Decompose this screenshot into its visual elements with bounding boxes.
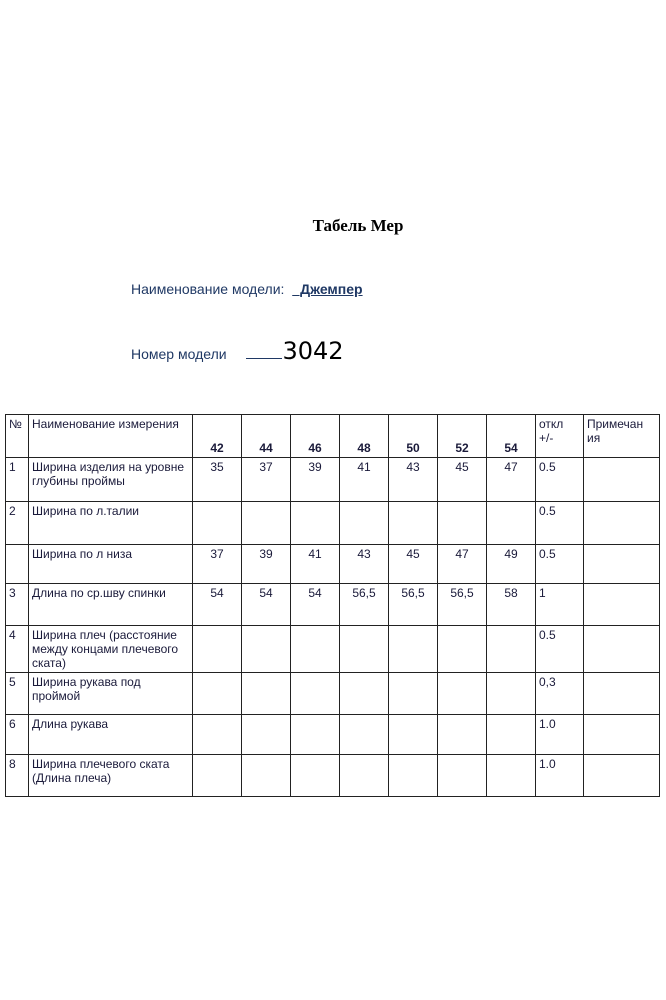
model-number-line: [131, 337, 344, 365]
row-value: [389, 502, 438, 545]
row-value: [487, 673, 536, 715]
row-value: [438, 502, 487, 545]
row-tolerance: 0.5: [536, 626, 584, 673]
row-value: [242, 502, 291, 545]
row-value: [340, 673, 389, 715]
row-name: Длина по ср.шву спинки: [29, 584, 193, 626]
row-value: [438, 715, 487, 755]
header-size: 46: [291, 415, 340, 458]
model-number-value: 3042: [282, 337, 344, 365]
row-name: Ширина рукава под проймой: [29, 673, 193, 715]
header-size: 50: [389, 415, 438, 458]
header-size: 48: [340, 415, 389, 458]
header-size: 42: [193, 415, 242, 458]
row-value: [389, 626, 438, 673]
row-value: [340, 626, 389, 673]
row-value: 49: [487, 545, 536, 584]
table-row: [6, 673, 660, 715]
row-value: [487, 755, 536, 797]
row-tolerance: 1.0: [536, 715, 584, 755]
row-tolerance: 0.5: [536, 458, 584, 502]
row-value: [193, 673, 242, 715]
row-num: 6: [6, 715, 29, 755]
row-value: [291, 755, 340, 797]
row-value: [340, 502, 389, 545]
table-row: [6, 502, 660, 545]
row-num: 5: [6, 673, 29, 715]
row-num: 4: [6, 626, 29, 673]
model-name-value: _Джемпер: [292, 281, 363, 297]
row-value: [438, 626, 487, 673]
row-tolerance: 0,3: [536, 673, 584, 715]
document-title: Табель Мер: [312, 216, 404, 235]
table-row: [6, 545, 660, 584]
table-row: [6, 458, 660, 502]
table-header-row: [6, 415, 660, 458]
row-note: [584, 458, 660, 502]
row-num: [6, 545, 29, 584]
row-value: [291, 673, 340, 715]
row-value: [389, 715, 438, 755]
row-note: [584, 502, 660, 545]
row-value: 39: [242, 545, 291, 584]
row-value: 39: [291, 458, 340, 502]
header-size: 44: [242, 415, 291, 458]
row-value: [487, 626, 536, 673]
row-num: 3: [6, 584, 29, 626]
row-value: [487, 502, 536, 545]
row-value: 41: [340, 458, 389, 502]
row-value: 43: [340, 545, 389, 584]
row-value: 35: [193, 458, 242, 502]
row-value: [193, 715, 242, 755]
row-name: Длина рукава: [29, 715, 193, 755]
row-value: [340, 755, 389, 797]
row-value: 47: [487, 458, 536, 502]
table-row: [6, 715, 660, 755]
row-value: 56,5: [389, 584, 438, 626]
row-value: 56,5: [340, 584, 389, 626]
row-name: Ширина изделия на уровне глубины проймы: [29, 458, 193, 502]
table-row: [6, 584, 660, 626]
row-num: 1: [6, 458, 29, 502]
row-num: 2: [6, 502, 29, 545]
measurement-table: [5, 414, 660, 797]
row-value: 58: [487, 584, 536, 626]
row-value: 47: [438, 545, 487, 584]
row-value: [242, 673, 291, 715]
row-value: [487, 715, 536, 755]
row-value: [438, 673, 487, 715]
header-note: Примечан ия: [584, 415, 660, 458]
row-value: 37: [193, 545, 242, 584]
model-name-label: Наименование модели:: [131, 281, 285, 297]
row-note: [584, 584, 660, 626]
row-note: [584, 673, 660, 715]
header-num: №: [6, 415, 29, 458]
model-number-label: Номер модели: [131, 346, 227, 362]
row-value: 45: [438, 458, 487, 502]
row-note: [584, 755, 660, 797]
row-value: 54: [291, 584, 340, 626]
row-name: Ширина плеч (расстояние между концами плечевого ската): [29, 626, 193, 673]
row-value: 45: [389, 545, 438, 584]
row-num: 8: [6, 755, 29, 797]
row-value: [193, 626, 242, 673]
row-tolerance: 0.5: [536, 545, 584, 584]
row-value: [291, 502, 340, 545]
row-value: [291, 715, 340, 755]
row-value: [193, 502, 242, 545]
row-value: [340, 715, 389, 755]
table-row: [6, 626, 660, 673]
header-name: Наименование измерения: [29, 415, 193, 458]
header-size: 54: [487, 415, 536, 458]
row-value: [389, 755, 438, 797]
row-note: [584, 545, 660, 584]
row-value: [242, 626, 291, 673]
row-name: Ширина плечевого ската (Длина плеча): [29, 755, 193, 797]
model-name-line: [131, 281, 363, 297]
row-tolerance: 1: [536, 584, 584, 626]
row-value: [242, 755, 291, 797]
row-value: [193, 755, 242, 797]
row-value: 41: [291, 545, 340, 584]
row-value: [291, 626, 340, 673]
header-tolerance: откл +/-: [536, 415, 584, 458]
row-note: [584, 715, 660, 755]
header-size: 52: [438, 415, 487, 458]
table-row: [6, 755, 660, 797]
model-number-blank: [246, 358, 282, 359]
row-tolerance: 0.5: [536, 502, 584, 545]
row-value: 54: [193, 584, 242, 626]
row-value: [389, 673, 438, 715]
row-value: 43: [389, 458, 438, 502]
row-value: 54: [242, 584, 291, 626]
row-name: Ширина по л.талии: [29, 502, 193, 545]
row-tolerance: 1.0: [536, 755, 584, 797]
row-value: [242, 715, 291, 755]
row-value: 37: [242, 458, 291, 502]
row-note: [584, 626, 660, 673]
row-name: Ширина по л низа: [29, 545, 193, 584]
row-value: [438, 755, 487, 797]
row-value: 56,5: [438, 584, 487, 626]
